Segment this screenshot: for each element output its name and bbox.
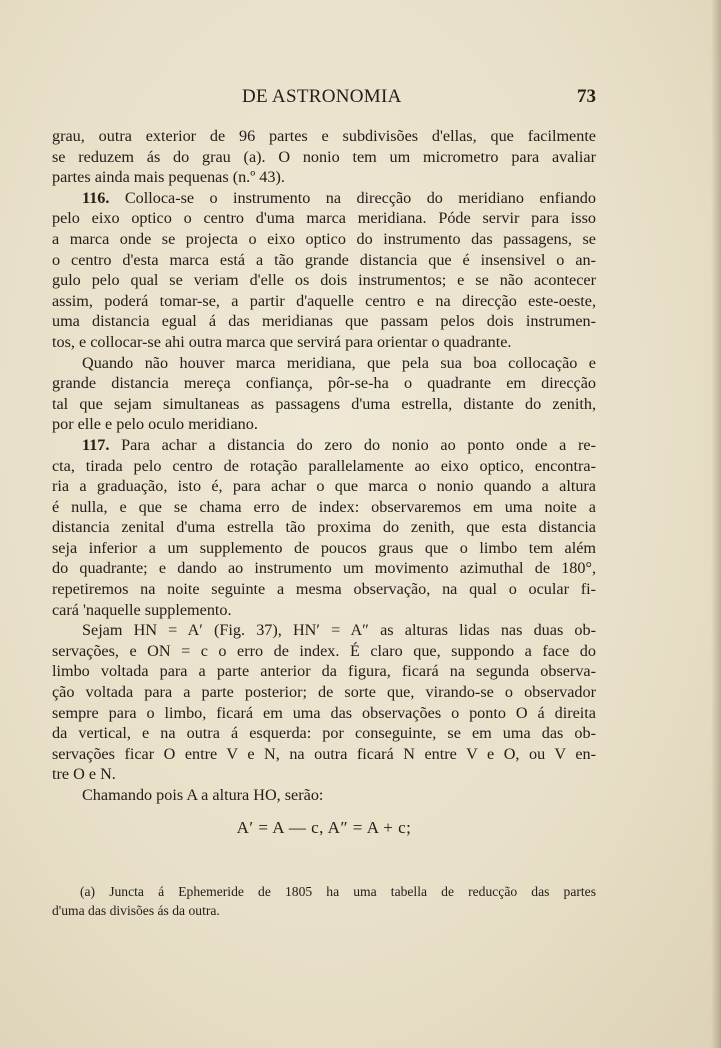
text-line [52,661,596,682]
line-text: servações ficar O entre V e N, na outra ficará N entre V e O, ou V en- [52,744,596,763]
line-text: ção voltada para a parte posterior; de sorte que, virando-se o observador [52,683,596,702]
line-text: cta, tirada pelo centro de rotação parallelamente ao eixo optico, encontra- [52,456,596,475]
text-line [52,600,596,621]
text-line [52,394,596,415]
line-text: é nulla, e que se chama erro de index: observaremos em uma noite a [52,497,596,516]
line-text: ria a graduação, isto é, para achar o que marca o nonio quando a altura [52,477,596,496]
text-line [52,332,596,353]
line-text: limbo voltada para a parte anterior da figura, ficará na segunda observa- [52,662,596,681]
text-line [52,579,596,600]
line-text: a marca onde se projecta o eixo optico do instrumento das passagens, se [52,229,596,248]
line-text: grande distancia mereça confiança, pôr-se-ha o quadrante em direcção [52,374,596,393]
text-line [52,476,596,497]
line-text: Quando não houver marca meridiana, que pela sua boa collocação e [82,353,596,372]
text-line [52,764,596,785]
text-line [52,517,596,538]
text-line [52,744,596,765]
section-number: 116. [82,188,110,207]
line-text: da vertical, e na outra á esquerda: por conseguinte, se em uma das ob- [52,724,596,743]
body-text [52,126,596,806]
text-line [52,620,596,641]
text-line [52,167,596,188]
page-header [52,86,596,116]
line-text: tre O e N. [52,765,116,784]
text-line [52,373,596,394]
text-line [52,641,596,662]
line-text: do quadrante; e dando ao instrumento um movimento azimuthal de 180°, [52,559,596,578]
text-line [52,497,596,518]
line-text: se reduzem ás do grau (a). O nonio tem um micrometro para avaliar [52,147,596,166]
line-text: seja inferior a um supplemento de poucos graus que o limbo tem além [52,538,596,557]
text-line [52,188,596,209]
text-line [52,353,596,374]
text-line [52,723,596,744]
text-line [52,435,596,456]
line-text: repetiremos na noite seguinte a mesma observação, na qual o ocular fi- [52,580,596,599]
line-text: assim, poderá tomar-se, a partir d'aquelle centro e na direcção este-oeste, [52,291,596,310]
line-text: servações, e ON = c o erro de index. É claro que, suppondo a face do [52,641,596,660]
text-line [52,785,596,806]
footnote [52,882,596,920]
line-text: Chamando pois A a altura HO, serão: [82,786,324,804]
line-text: cará 'naquelle supplemento. [52,600,232,619]
line-text: gulo pelo qual se veriam d'elle os dois instrumentos; e se não acontecer [52,271,596,290]
text-line [52,414,596,435]
line-text: sempre para o limbo, ficará em uma das observações o ponto O á direita [52,703,596,722]
text-line [52,126,596,147]
line-text: Sejam HN = A′ (Fig. 37), HN′ = A″ as alturas lidas nas duas ob- [82,621,596,640]
line-text: Para achar a distancia do zero do nonio ao ponto onde a re- [109,435,596,454]
line-text: por elle e pelo oculo meridiano. [52,415,258,434]
text-line [52,270,596,291]
text-line [52,208,596,229]
formula: A′ = A — c, A″ = A + c; [236,818,412,837]
text-line [52,311,596,332]
line-text: distancia zenital d'uma estrella tão proxima do zenith, que esta distancia [52,518,596,537]
text-line [52,291,596,312]
line-text: partes ainda mais pequenas (n.º 43). [52,168,285,187]
page-number: 73 [577,86,596,107]
line-text: Colloca-se o instrumento na direcção do meridiano enfiando [109,188,596,207]
line-text: o centro d'esta marca está a tão grande distancia que é insensivel o an- [52,250,596,269]
line-text: tos, e collocar-se ahi outra marca que servirá para orientar o quadrante. [52,332,512,351]
line-text: tal que sejam simultaneas as passagens d'uma estrella, distante do zenith, [52,394,596,413]
running-title: DE ASTRONOMIA [242,86,402,107]
text-line [52,682,596,703]
footnote-line: d'uma das divisões ás da outra. [52,903,220,918]
line-text: pelo eixo optico o centro d'uma marca meridiana. Póde servir para isso [52,209,596,228]
section-number: 117. [82,435,110,454]
text-line [52,538,596,559]
text-line [52,703,596,724]
line-text: grau, outra exterior de 96 partes e subdivisões d'ellas, que facilmente [52,127,596,145]
text-line [52,229,596,250]
line-text: uma distancia egual á das meridianas que passam pelos dois instrumen- [52,312,596,331]
footnote-line: (a) Juncta á Ephemeride de 1805 ha uma tabella de reducção das partes [80,884,596,899]
text-line [52,558,596,579]
text-line [52,250,596,271]
text-line [52,456,596,477]
text-line [52,147,596,168]
